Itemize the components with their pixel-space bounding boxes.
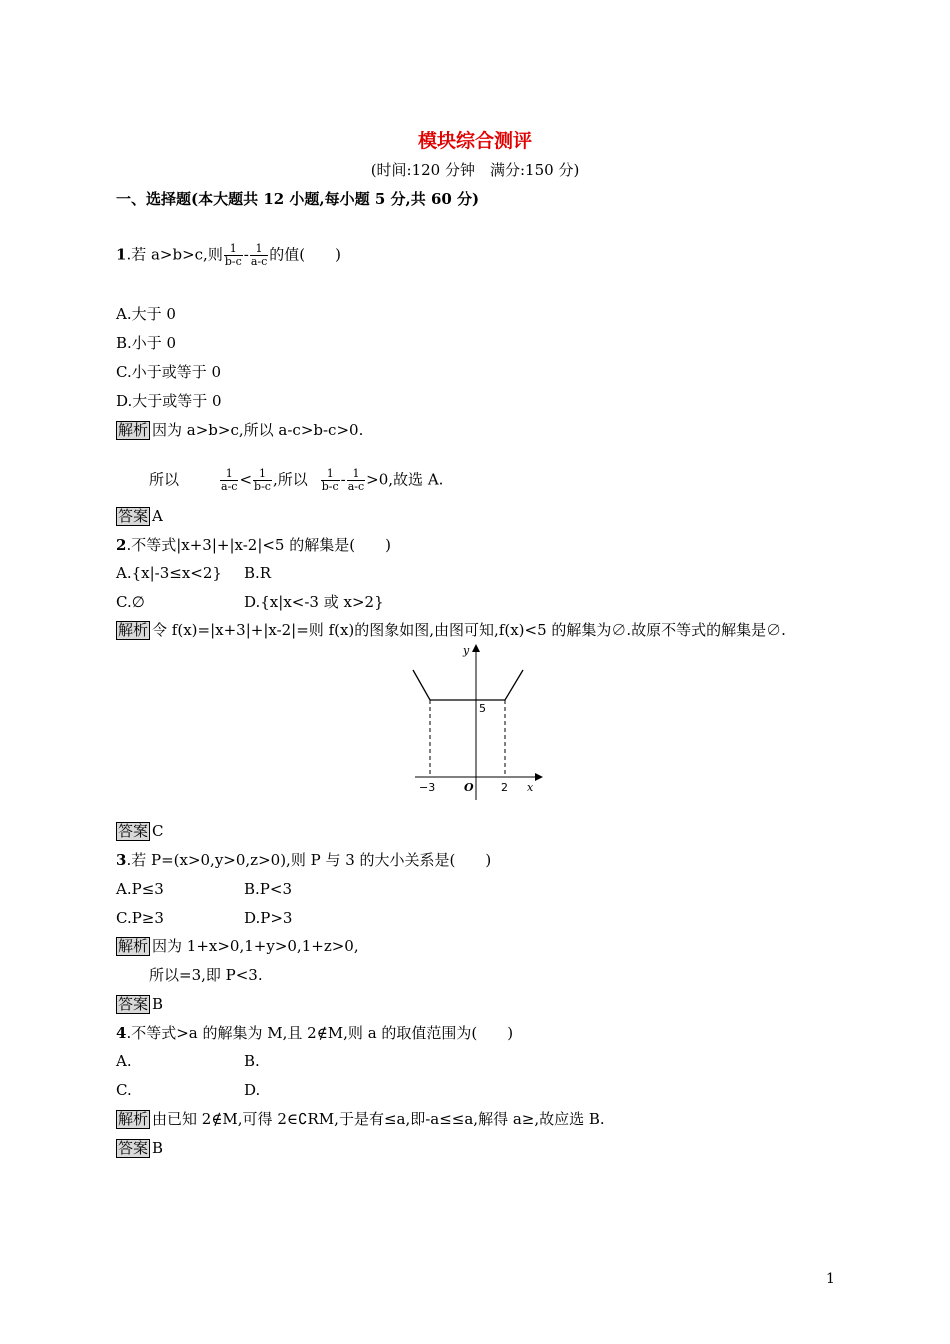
q2-text: .不等式|x+3|+|x-2|<5 的解集是( )	[126, 536, 391, 554]
answer-tag: 答案	[118, 822, 149, 840]
q3-answer-value: B	[152, 995, 164, 1013]
q1-frac4-den: b-c	[254, 480, 271, 493]
analysis-tag: 解析	[118, 421, 149, 439]
section-heading-text: 一、选择题(本大题共 12 小题,每小题 5 分,共 60 分)	[116, 190, 480, 208]
q4-answer	[116, 1138, 163, 1158]
q4-answer-value: B	[152, 1139, 164, 1157]
q4-number: 4	[116, 1024, 127, 1042]
q1-analysis-text-b: ,所以	[272, 470, 308, 489]
q1-minus: -	[243, 245, 249, 264]
q1-frac4	[253, 468, 272, 493]
q1-minus-2: -	[340, 470, 346, 489]
q2-option-a: A.{x|-3≤x<2}	[116, 564, 222, 582]
q3-analysis-line1: 因为 1+x>0,1+y>0,1+z>0,	[152, 937, 359, 955]
q1-text-a: .若 a>b>c,则	[126, 245, 223, 264]
q4-option-b: B.	[244, 1052, 260, 1070]
y-axis-arrow	[472, 644, 480, 652]
q3-text: .若 P=(x>0,y>0,z>0),则 P 与 3 的大小关系是( )	[126, 851, 492, 869]
q1-frac1	[224, 243, 243, 268]
q1-analysis-text-a: 所以	[149, 470, 180, 489]
y-axis-label: y	[463, 644, 470, 657]
q1-frac4-num: 1	[253, 468, 272, 481]
q3-answer	[116, 994, 163, 1014]
q2-answer	[116, 821, 164, 841]
q3-analysis	[116, 936, 359, 956]
q1-option-a: A.大于 0	[116, 305, 176, 323]
q1-frac5	[321, 468, 340, 493]
q3-option-a: A.P≤3	[116, 880, 164, 898]
q2-analysis	[116, 620, 786, 640]
analysis-tag: 解析	[118, 621, 149, 639]
page-number: 1	[826, 1271, 835, 1287]
q1-frac3	[220, 468, 238, 493]
x-axis-arrow	[535, 773, 543, 781]
q3-option-c: C.P≥3	[116, 909, 164, 927]
page-title: 模块综合测评	[417, 130, 532, 152]
q4-analysis-text: 由已知 2∉M,可得 2∈∁RM,于是有≤a,即-a≤≤a,解得 a≥,故应选 B.	[152, 1110, 605, 1128]
q1-analysis-text-c: >0,故选 A.	[366, 470, 444, 489]
x-axis-label: x	[527, 781, 534, 794]
answer-tag: 答案	[118, 507, 149, 525]
q4-analysis	[116, 1109, 605, 1129]
q1-frac2-num: 1	[250, 243, 268, 256]
q1-frac6-den: a-c	[347, 480, 365, 493]
q1-frac1-den: b-c	[224, 255, 242, 268]
q1-number: 1	[116, 245, 127, 264]
q2-option-c: C.∅	[116, 593, 145, 611]
q2-number: 2	[116, 536, 127, 554]
q1-analysis	[116, 420, 363, 440]
answer-tag: 答案	[118, 1139, 149, 1157]
q1-stem	[116, 243, 341, 268]
answer-tag: 答案	[118, 995, 149, 1013]
tick-label-5: 5	[479, 702, 486, 715]
q1-option-b: B.小于 0	[116, 334, 177, 352]
q1-frac5-den: b-c	[321, 480, 339, 493]
section-heading	[116, 189, 479, 209]
origin-label: O	[464, 781, 474, 794]
analysis-tag: 解析	[118, 1110, 149, 1128]
q2-analysis-text: 令 f(x)=|x+3|+|x-2|=则 f(x)的图象如图,由图可知,f(x)<5 的解集为∅.故原不等式的解集是∅.	[152, 621, 786, 639]
q1-frac6-num: 1	[347, 468, 365, 481]
q1-frac3-den: a-c	[221, 480, 238, 493]
q3-option-d: D.P>3	[244, 909, 293, 927]
q1-frac2-den: a-c	[250, 255, 268, 268]
q3-analysis-line2: 所以=3,即 P<3.	[149, 966, 263, 984]
q2-stem	[116, 535, 391, 555]
q1-frac6	[347, 468, 365, 493]
q2-option-b: B.R	[244, 564, 272, 582]
q3-option-b: B.P<3	[244, 880, 292, 898]
q3-number: 3	[116, 851, 127, 869]
q1-text-b: 的值( )	[269, 245, 341, 264]
tick-label-neg3: −3	[419, 781, 436, 794]
q1-analysis-line2	[149, 468, 443, 493]
q2-option-d: D.{x|x<-3 或 x>2}	[244, 593, 384, 611]
q3-stem	[116, 850, 491, 870]
q4-stem	[116, 1023, 513, 1043]
q1-analysis-line1: 因为 a>b>c,所以 a-c>b-c>0.	[152, 421, 364, 439]
graph-curve	[413, 670, 523, 700]
q1-answer	[116, 506, 163, 526]
q1-option-d: D.大于或等于 0	[116, 392, 222, 410]
q1-frac5-num: 1	[321, 468, 340, 481]
analysis-tag: 解析	[118, 937, 149, 955]
q1-answer-value: A	[152, 507, 163, 525]
q1-frac3-num: 1	[220, 468, 238, 481]
q1-option-c: C.小于或等于 0	[116, 363, 222, 381]
q1-frac2	[250, 243, 268, 268]
q2-answer-value: C	[152, 822, 164, 840]
q4-option-c: C.	[116, 1081, 132, 1099]
q4-option-d: D.	[244, 1081, 261, 1099]
function-graph	[405, 640, 545, 802]
q1-less-than: <	[239, 470, 253, 489]
tick-label-2: 2	[501, 781, 508, 794]
q1-frac1-num: 1	[224, 243, 243, 256]
page-subtitle: (时间:120 分钟 满分:150 分)	[370, 161, 580, 179]
q4-option-a: A.	[116, 1052, 132, 1070]
q4-text: .不等式>a 的解集为 M,且 2∉M,则 a 的取值范围为( )	[126, 1024, 514, 1042]
